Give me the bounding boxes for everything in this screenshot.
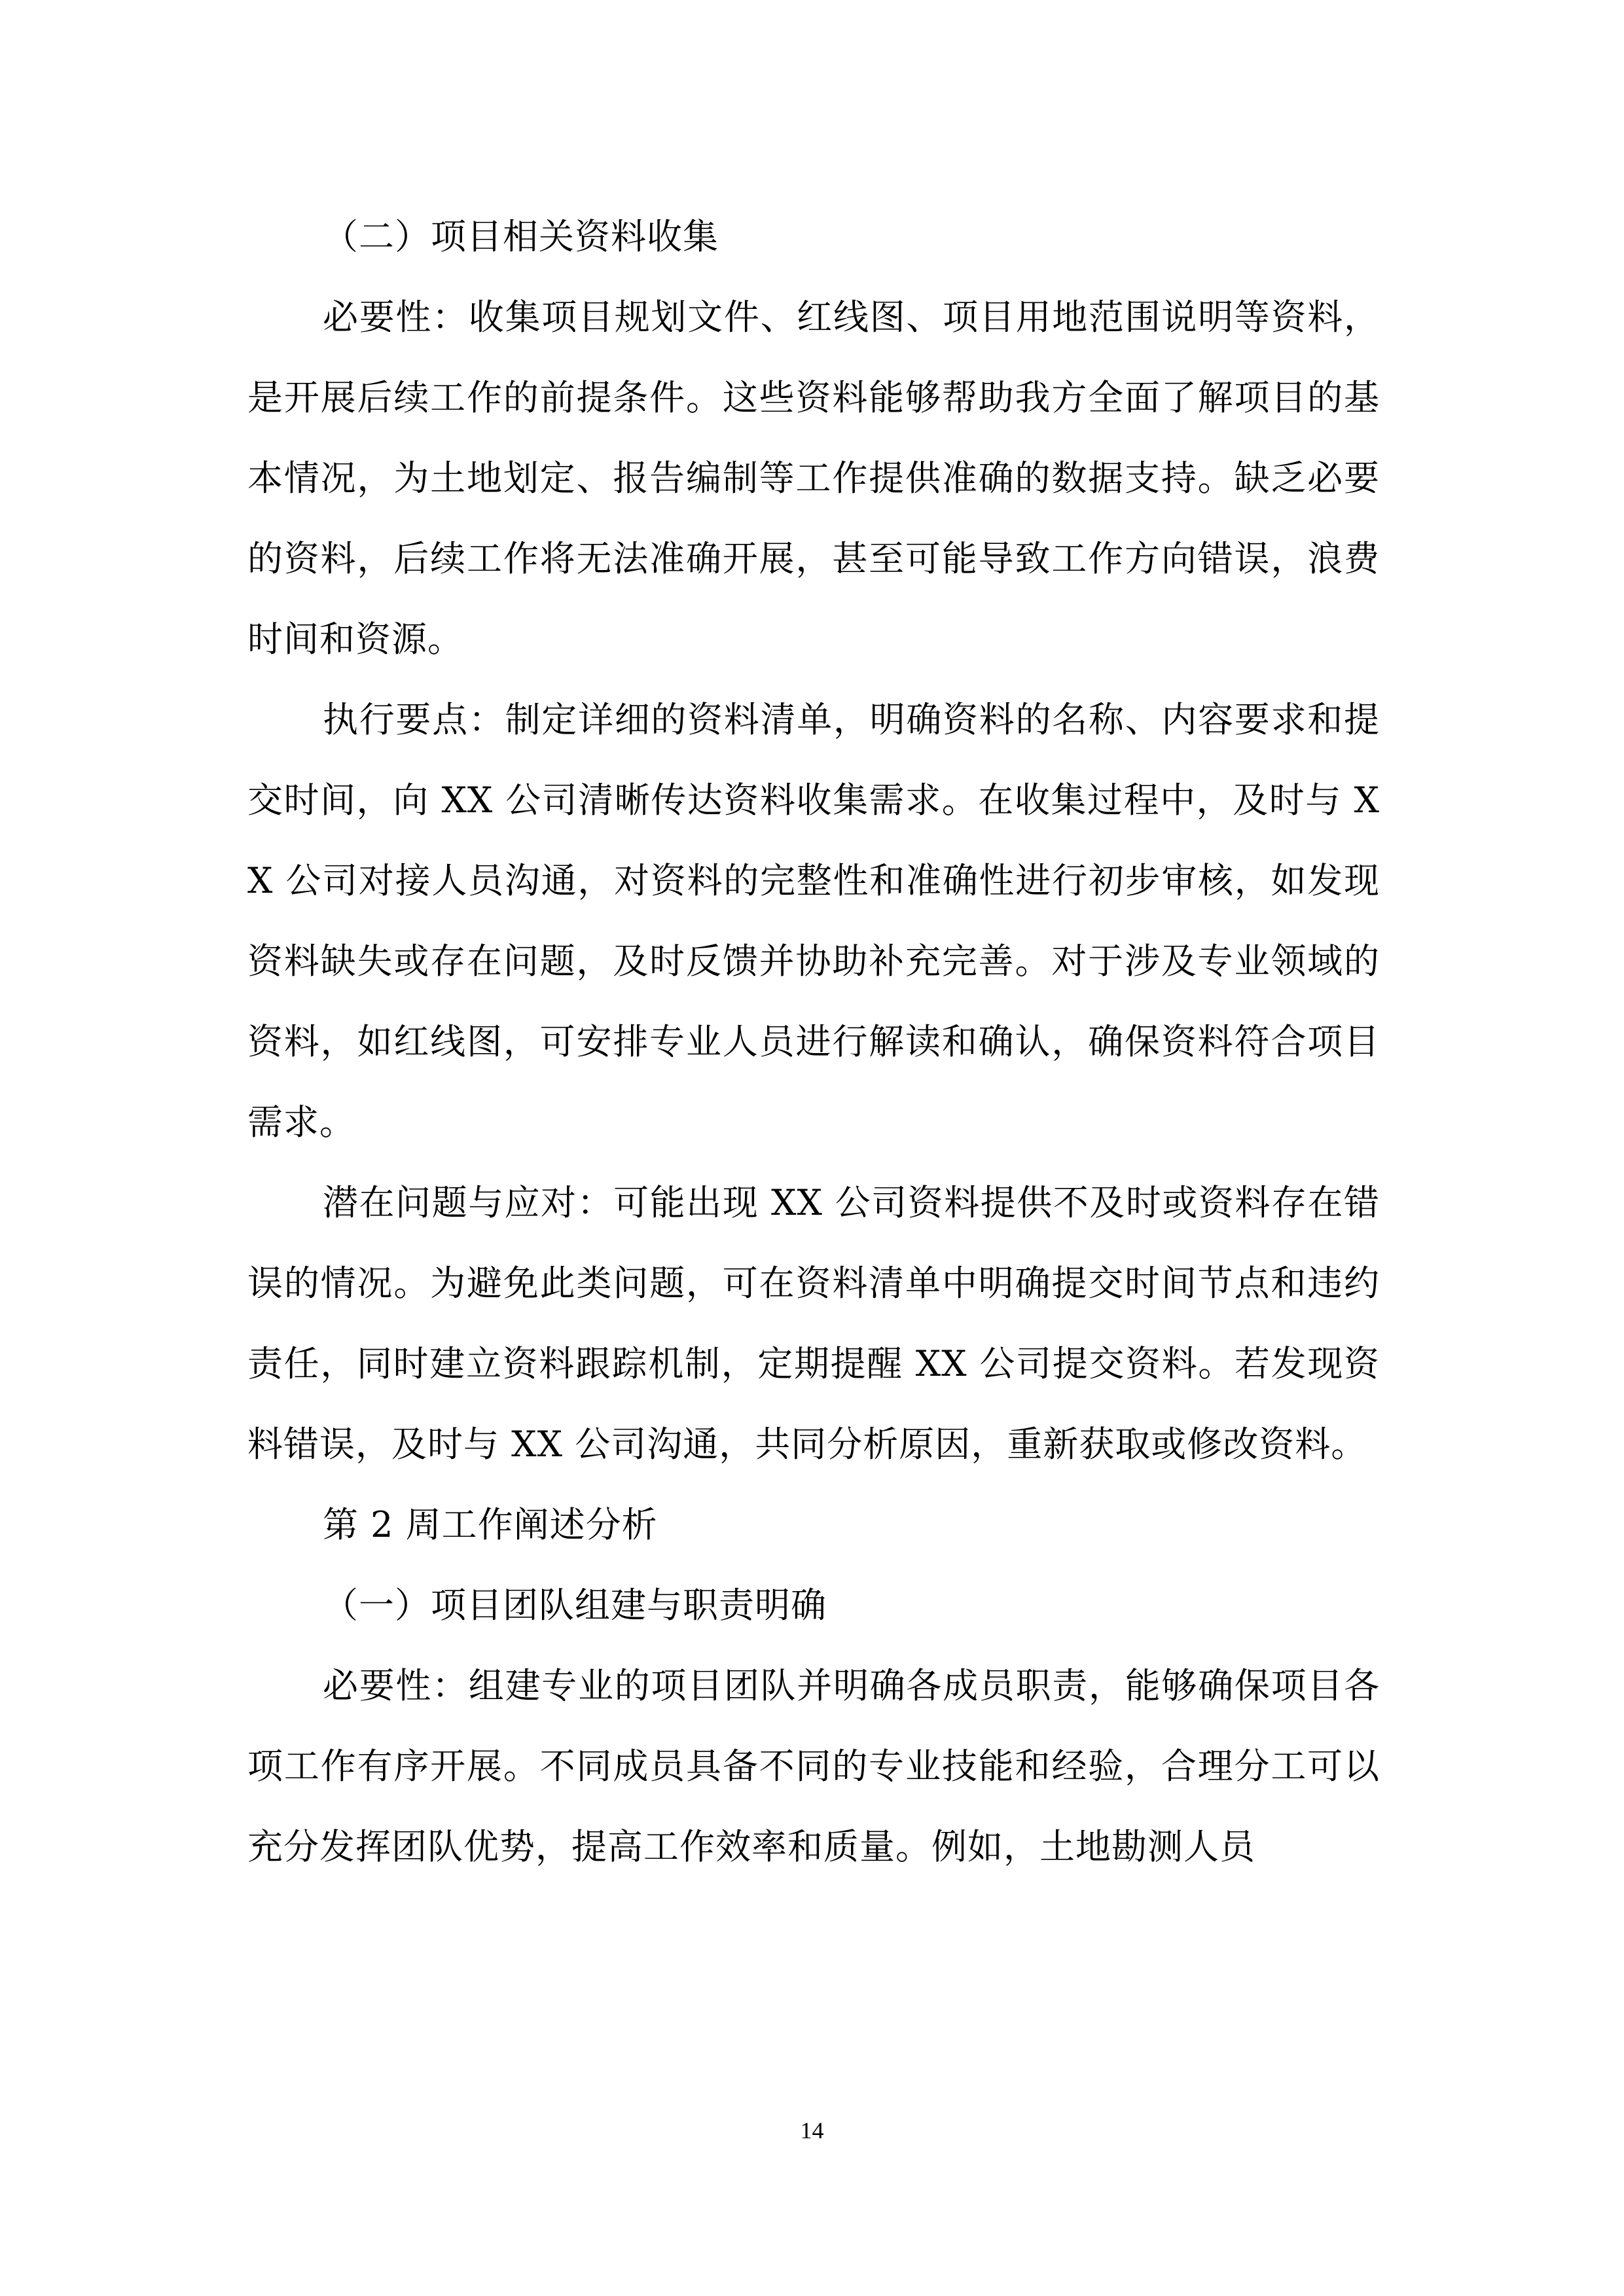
- paragraph-necessity: 必要性：收集项目规划文件、红线图、项目用地范围说明等资料，是开展后续工作的前提条件。这些资料能够帮助我方全面了解项目的基本情况，为土地划定、报告编制等工作提供准确的数据支持。缺乏必要的资料，后续工作将无法准确开展，甚至可能导致工作方向错误，浪费时间和资源。: [247, 296, 1380, 660]
- paragraph-execution-points: 执行要点：制定详细的资料清单，明确资料的名称、内容要求和提交时间，向 XX 公司清晰传达资料收集需求。在收集过程中，及时与 XX 公司对接人员沟通，对资料的完整性和准确性进行初步审核，如发现资料缺失或存在问题，及时反馈并协助补充完善。对于涉及专业领域的资料，如红线图，可安排专业人员进行解读和确认，确保资料符合项目需求。: [247, 699, 1380, 1143]
- section-heading-team: （一）项目团队组建与职责明确: [323, 1585, 827, 1626]
- page-body: [247, 196, 1380, 1887]
- paragraph-team-necessity: 必要性：组建专业的项目团队并明确各成员职责，能够确保项目各项工作有序开展。不同成员具备不同的专业技能和经验，合理分工可以充分发挥团队优势，提高工作效率和质量。例如，土地勘测人员: [247, 1665, 1380, 1867]
- paragraph-potential-issues: 潜在问题与应对：可能出现 XX 公司资料提供不及时或资料存在错误的情况。为避免此类问题，可在资料清单中明确提交时间节点和违约责任，同时建立资料跟踪机制，定期提醒 XX 公司提交资料。若发现资料错误，及时与 XX 公司沟通，共同分析原因，重新获取或修改资料。: [247, 1182, 1380, 1465]
- week-2-heading: 第 2 周工作阐述分析: [323, 1504, 658, 1545]
- page-number: 14: [800, 2117, 824, 2144]
- section-heading-materials: （二）项目相关资料收集: [323, 216, 719, 257]
